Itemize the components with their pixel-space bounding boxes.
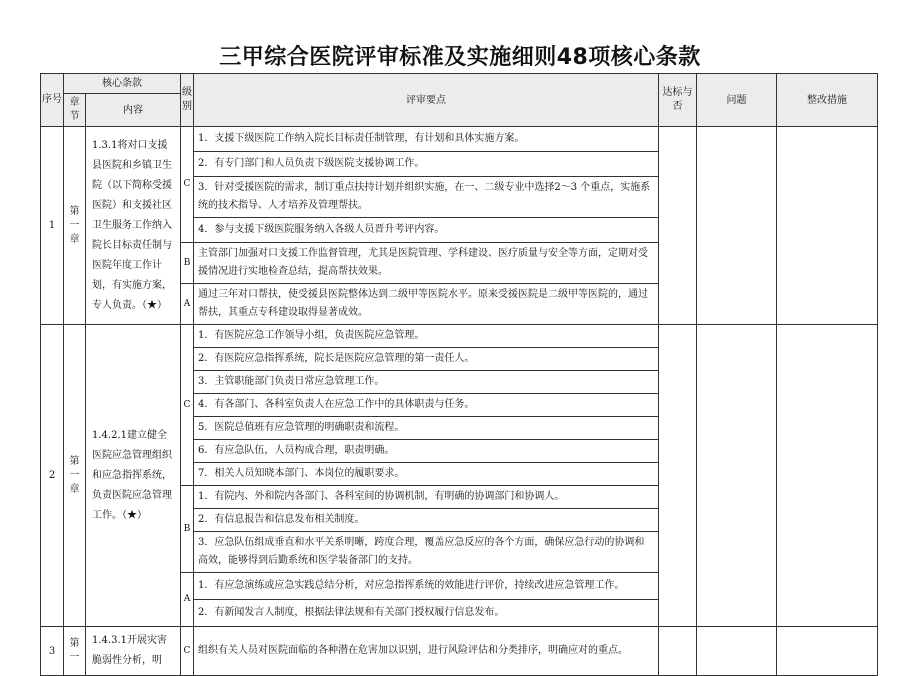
row-seq: 1 bbox=[41, 127, 64, 325]
table-row bbox=[41, 325, 878, 348]
row-core-content: 1.4.3.1开展灾害脆弱性分析，明 bbox=[86, 627, 181, 676]
row-seq: 2 bbox=[41, 325, 64, 627]
level-badge: B bbox=[181, 243, 194, 284]
requirement-item: 通过三年对口帮扶，使受援县医院整体达到二级甲等医院水平。原来受援医院是二级甲等医院的，通过帮扶，其重点专科建设取得显著成效。 bbox=[194, 284, 659, 325]
requirement-item: 6．有应急队伍，人员构成合理，职责明确。 bbox=[194, 440, 659, 463]
level-badge: C bbox=[181, 325, 194, 486]
rectify-cell bbox=[777, 127, 878, 325]
standards-table bbox=[40, 73, 878, 676]
row-chapter: 第一章 bbox=[64, 325, 86, 627]
header-seq: 序号 bbox=[41, 74, 64, 127]
requirement-item: 主管部门加强对口支援工作监督管理，尤其是医院管理、学科建设、医疗质量与安全等方面，定期对受援情况进行实地检查总结，提高帮扶效果。 bbox=[194, 243, 659, 284]
level-badge: A bbox=[181, 284, 194, 325]
level-badge: B bbox=[181, 486, 194, 573]
row-chapter: 第一 bbox=[64, 627, 86, 676]
issues-cell bbox=[697, 325, 777, 627]
header-chapter: 章节 bbox=[64, 94, 86, 127]
header-core-group: 核心条款 bbox=[64, 74, 181, 94]
header-rectify: 整改措施 bbox=[777, 74, 878, 127]
row-chapter: 第一章 bbox=[64, 127, 86, 325]
level-badge: C bbox=[181, 627, 194, 676]
row-seq: 3 bbox=[41, 627, 64, 676]
pass-cell bbox=[659, 325, 697, 627]
level-badge: A bbox=[181, 573, 194, 627]
requirement-item: 1．支援下级医院工作纳入院长目标责任制管理，有计划和具体实施方案。 bbox=[194, 127, 659, 152]
table-row bbox=[41, 127, 878, 152]
requirement-item: 7．相关人员知晓本部门、本岗位的履职要求。 bbox=[194, 463, 659, 486]
rectify-cell bbox=[777, 325, 878, 627]
header-level: 级别 bbox=[181, 74, 194, 127]
rectify-cell bbox=[777, 627, 878, 676]
requirement-item: 3．应急队伍组成垂直和水平关系明晰，跨度合理，覆盖应急反应的各个方面，确保应急行动的协调和高效，能够得到后勤系统和医学装备部门的支持。 bbox=[194, 532, 659, 573]
requirement-item: 1．有应急演练或应急实践总结分析，对应急指挥系统的效能进行评价，持续改进应急管理工作。 bbox=[194, 573, 659, 600]
header-content: 内容 bbox=[86, 94, 181, 127]
requirement-item: 3．主管职能部门负责日常应急管理工作。 bbox=[194, 371, 659, 394]
pass-cell bbox=[659, 127, 697, 325]
table-row bbox=[41, 627, 878, 676]
level-badge: C bbox=[181, 127, 194, 243]
requirement-item: 4．参与支援下级医院服务纳入各级人员晋升考评内容。 bbox=[194, 218, 659, 243]
requirement-item: 2．有新闻发言人制度，根据法律法规和有关部门授权履行信息发布。 bbox=[194, 600, 659, 627]
header-requirements: 评审要点 bbox=[194, 74, 659, 127]
row-core-content: 1.3.1将对口支援县医院和乡镇卫生院（以下简称受援医院）和支援社区卫生服务工作纳入院长目标责任制与医院年度工作计划，有实施方案，专人负责。（★） bbox=[86, 127, 181, 325]
pass-cell bbox=[659, 627, 697, 676]
requirement-item: 5．医院总值班有应急管理的明确职责和流程。 bbox=[194, 417, 659, 440]
issues-cell bbox=[697, 127, 777, 325]
requirement-item: 4．有各部门、各科室负责人在应急工作中的具体职责与任务。 bbox=[194, 394, 659, 417]
row-core-content: 1.4.2.1建立健全医院应急管理组织和应急指挥系统，负责医院应急管理工作。（★） bbox=[86, 325, 181, 627]
requirement-item: 2．有信息报告和信息发布相关制度。 bbox=[194, 509, 659, 532]
header-pass: 达标与否 bbox=[659, 74, 697, 127]
requirement-item: 1．有医院应急工作领导小组，负责医院应急管理。 bbox=[194, 325, 659, 348]
page-title: 三甲综合医院评审标准及实施细则48项核心条款 bbox=[219, 45, 701, 70]
requirement-item: 3．针对受援医院的需求，制订重点扶持计划并组织实施，在一、二级专业中选择2～3 个重点，实施系统的技术指导、人才培养及管理帮扶。 bbox=[194, 177, 659, 218]
requirement-item: 组织有关人员对医院面临的各种潜在危害加以识别，进行风险评估和分类排序，明确应对的重点。 bbox=[194, 627, 659, 676]
issues-cell bbox=[697, 627, 777, 676]
header-issues: 问题 bbox=[697, 74, 777, 127]
requirement-item: 2．有专门部门和人员负责下级医院支援协调工作。 bbox=[194, 152, 659, 177]
requirement-item: 1．有院内、外和院内各部门、各科室间的协调机制，有明确的协调部门和协调人。 bbox=[194, 486, 659, 509]
requirement-item: 2．有医院应急指挥系统，院长是医院应急管理的第一责任人。 bbox=[194, 348, 659, 371]
header-row-1 bbox=[41, 74, 878, 94]
